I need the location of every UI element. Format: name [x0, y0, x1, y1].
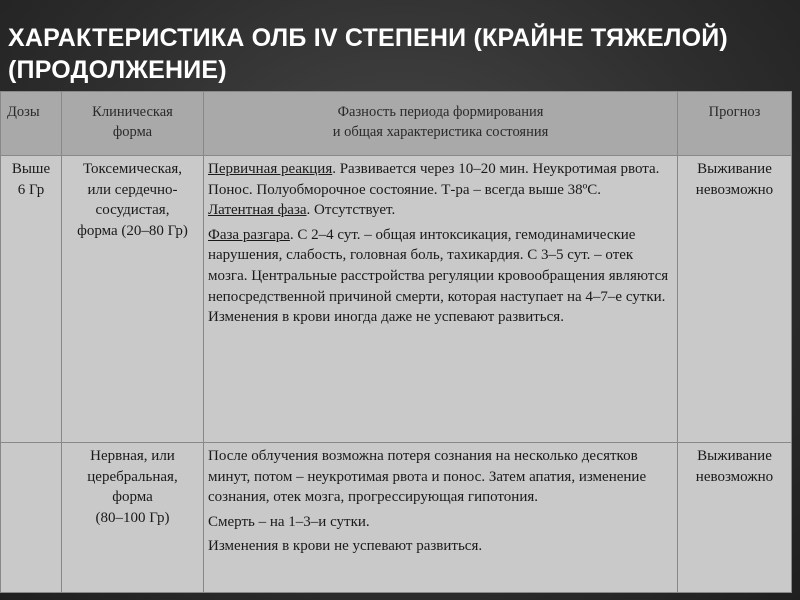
dose-cell: Выше 6 Гр — [1, 156, 62, 443]
latent-phase: Латентная фаза. Отсутствует. — [208, 202, 396, 219]
death-timing: Смерть – на 1–3–и сутки. — [208, 513, 370, 530]
clinical-form-cell: Нервная, или церебральная, форма (80–100 Гр) — [62, 443, 204, 593]
slide-title: ХАРАКТЕРИСТИКА ОЛБ IV СТЕПЕНИ (КРАЙНЕ ТЯЖЕЛОЙ) (ПРОДОЛЖЕНИЕ) — [8, 24, 728, 84]
blood-changes: Изменения в крови не успевают развиться. — [208, 538, 483, 555]
prognosis-cell: Выживание невозможно — [678, 443, 792, 593]
header-phase: Фазность периода формирования и общая характеристика состояния — [204, 92, 678, 156]
header-dose: Дозы — [1, 92, 62, 156]
cerebral-course: После облучения возможна потеря сознания на несколько десятков минут, потом – неукротимая рвота и понос. Затем апатия, изменение сознания, отек мозга, прогрессирующая гипотония. — [208, 448, 647, 506]
table-row — [1, 156, 792, 443]
table-row — [1, 443, 792, 593]
phase-description-cell — [204, 443, 678, 593]
clinical-form-cell: Токсемическая, или сердечно- сосудистая, форма (20–80 Гр) — [62, 156, 204, 443]
peak-phase: Фаза разгара. С 2–4 сут. – общая интоксикация, гемодинамические нарушения, слабость, головная боль, тахикардия. С 3–5 сут. – отек мозга. Центральные расстройства регуляции кровообращения являются непосредственной причиной смерти, которая наступает на 4–7–е сутки. Изменения в крови иногда даже не успевают развиться. — [208, 226, 669, 326]
primary-reaction: Первичная реакция. Развивается через 10–20 мин. Неукротимая рвота. Понос. Полуобморочное состояние. Т-ра – всегда выше 38ºС. — [208, 161, 660, 198]
dose-cell-empty — [1, 443, 62, 593]
phase-description-cell — [204, 156, 678, 443]
header-clinical-form: Клиническая форма — [62, 92, 204, 156]
radiation-sickness-table — [0, 91, 792, 593]
header-prognosis: Прогноз — [678, 92, 792, 156]
table-header-row — [1, 92, 792, 156]
prognosis-cell: Выживание невозможно — [678, 156, 792, 443]
